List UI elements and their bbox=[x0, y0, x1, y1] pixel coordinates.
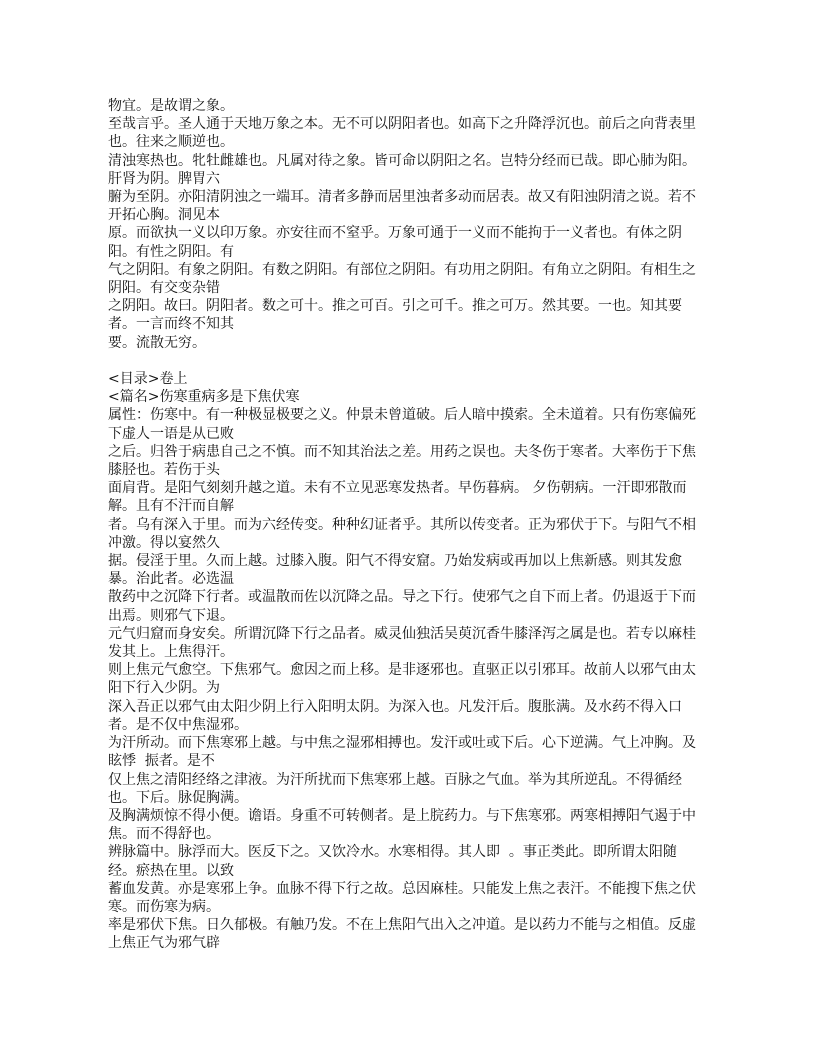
chapter-title: <篇名>伤寒重病多是下焦伏寒 bbox=[108, 389, 300, 406]
document-page bbox=[108, 97, 700, 953]
text-line: 率是邪伏下焦。日久郁极。有触乃发。不在上焦阳气出入之冲道。是以药力不能与之相值。反虚上焦正气为邪气辟 bbox=[108, 917, 696, 952]
text-line: 仅上焦之清阳经络之津液。为汗所扰而下焦寒邪上越。百脉之气血。举为其所逆乱。不得循经也。下后。脉促胸满。 bbox=[108, 771, 682, 806]
text-line: 则上焦元气愈空。下焦邪气。愈因之而上移。是非逐邪也。直驱正以引邪耳。故前人以邪气由太阳下行入少阴。为 bbox=[108, 662, 696, 697]
text-line: 元气归窟而身安矣。所谓沉降下行之品者。威灵仙独活吴萸沉香牛膝泽泻之属是也。若专以麻桂发其上。上焦得汗。 bbox=[108, 625, 696, 661]
text-line: 辨脉篇中。脉浮而大。医反下之。又饮冷水。水寒相得。其人即 。事正类此。即所谓太阳随经。瘀热在里。以致 bbox=[108, 844, 677, 879]
text-line: 腑为至阴。亦阳清阴浊之一端耳。清者多静而居里浊者多动而居表。故又有阳浊阴清之说。若不开拓心胸。洞见本 bbox=[108, 189, 696, 224]
text-line: 散药中之沉降下行者。或温散而佐以沉降之品。导之下行。使邪气之自下而上者。仍退返于下而出焉。则邪气下退。 bbox=[108, 589, 696, 624]
text-line: 要。流散无穷。 bbox=[108, 334, 206, 351]
text-line: 据。侵淫于里。久而上越。过膝入腹。阳气不得安窟。乃始发病或再加以上焦新感。则其发愈暴。治此者。必选温 bbox=[108, 553, 682, 588]
text-line: 物宜。是故谓之象。 bbox=[108, 98, 234, 114]
blank-line bbox=[108, 352, 700, 370]
text-line: 者。乌有深入于里。而为六经传变。种种幻证者乎。其所以传变者。正为邪伏于下。与阳气不相冲激。得以宴然久 bbox=[108, 516, 696, 551]
text-line: 之后。归咎于病患自己之不慎。而不知其治法之差。用药之误也。夫冬伤于寒者。大率伤于下焦膝胫也。若伤于头 bbox=[108, 443, 696, 479]
text-line: 至哉言乎。圣人通于天地万象之本。无不可以阴阳者也。如高下之升降浮沉也。前后之向背表里也。往来之顺逆也。 bbox=[108, 116, 696, 151]
text-line: 深入吾正以邪气由太阳少阴上行入阳明太阴。为深入也。凡发汗后。腹胀满。及水药不得入口者。是不仅中焦湿邪。 bbox=[108, 698, 682, 733]
catalog-heading: <目录>卷上 bbox=[108, 371, 188, 388]
text-line: 属性：伤寒中。有一种极显极要之义。仲景未曾道破。后人暗中摸索。全未道着。只有伤寒偏死下虚人一语是从已败 bbox=[108, 407, 696, 442]
text-line: 面肩背。是阳气刻刻升越之道。未有不立见恶寒发热者。早伤暮病。 夕伤朝病。一汗即邪散而解。且有不汗而自解 bbox=[108, 480, 687, 515]
text-line: 之阴阳。故曰。阴阳者。数之可十。推之可百。引之可千。推之可万。然其要。一也。知其要者。一言而终不知其 bbox=[108, 298, 682, 333]
text-line: 气之阴阳。有象之阴阳。有数之阴阳。有部位之阴阳。有功用之阴阳。有角立之阴阳。有相生之阴阳。有交变杂错 bbox=[108, 261, 696, 297]
text-line: 原。而欲执一义以印万象。亦安往而不窒乎。万象可通于一义而不能拘于一义者也。有体之阴阳。有性之阴阳。有 bbox=[108, 225, 682, 260]
text-line: 蓄血发黄。亦是寒邪上争。血脉不得下行之故。总因麻桂。只能发上焦之表汗。不能搜下焦之伏寒。而伤寒为病。 bbox=[108, 880, 696, 915]
text-line: 清浊寒热也。牝牡雌雄也。凡属对待之象。皆可命以阴阳之名。岂特分经而已哉。即心肺为阳。肝肾为阴。脾胃六 bbox=[108, 152, 696, 187]
text-line: 及胸满烦惊不得小便。谵语。身重不可转侧者。是上脘药力。与下焦寒邪。两寒相搏阳气遏于中焦。而不得舒也。 bbox=[108, 807, 696, 843]
text-line: 为汗所动。而下焦寒邪上越。与中焦之湿邪相搏也。发汗或吐或下后。心下逆满。气上冲胸。及眩悸 振者。是不 bbox=[108, 735, 696, 770]
